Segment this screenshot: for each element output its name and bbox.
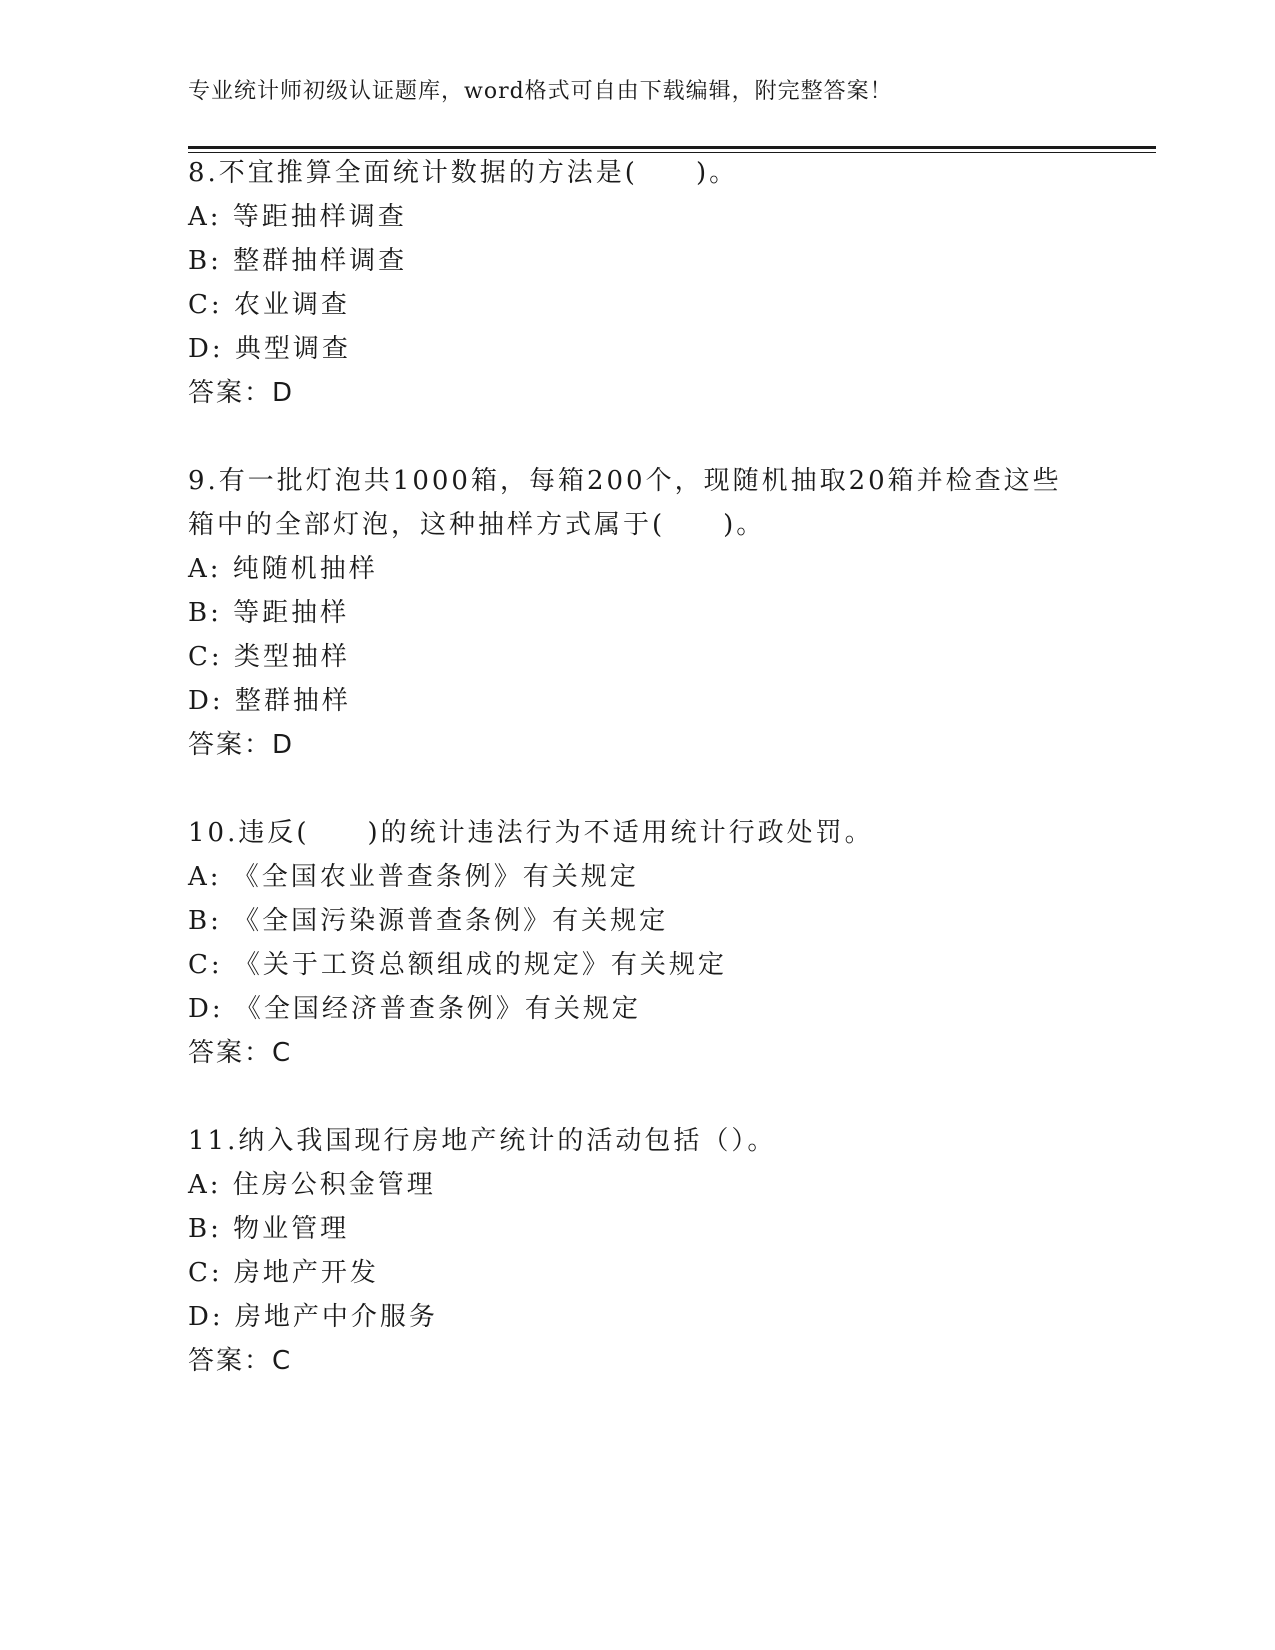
question-10-option-b: B: 《全国污染源普查条例》有关规定	[188, 906, 669, 936]
question-11-option-a: A: 住房公积金管理	[188, 1170, 436, 1200]
question-8-answer: 答案：D	[188, 378, 295, 408]
question-9-option-b: B: 等距抽样	[188, 598, 350, 628]
question-11-option-d: D: 房地产中介服务	[188, 1302, 438, 1332]
question-9-stem-line-1: 9.有一批灯泡共1000箱，每箱200个，现随机抽取20箱并检查这些	[188, 466, 1062, 496]
question-8-stem: 8.不宜推算全面统计数据的方法是( )。	[188, 158, 739, 188]
question-9-stem-line-2: 箱中的全部灯泡，这种抽样方式属于( )。	[188, 510, 766, 540]
question-8-option-a: A: 等距抽样调查	[188, 202, 407, 232]
question-10-option-d: D: 《全国经济普查条例》有关规定	[188, 994, 641, 1024]
question-8-option-b: B: 整群抽样调查	[188, 246, 408, 276]
question-10-option-c: C: 《关于工资总额组成的规定》有关规定	[188, 950, 727, 980]
page-header: 专业统计师初级认证题库，word格式可自由下载编辑，附完整答案！	[188, 79, 893, 104]
question-11-answer: 答案：C	[188, 1346, 293, 1376]
question-8-option-c: C: 农业调查	[188, 290, 350, 320]
question-9-option-a: A: 纯随机抽样	[188, 554, 378, 584]
header-rule-thick	[188, 146, 1156, 149]
question-11-option-b: B: 物业管理	[188, 1214, 350, 1244]
question-9-answer: 答案：D	[188, 730, 295, 760]
question-10-answer: 答案：C	[188, 1038, 293, 1068]
header-rule-thin	[188, 152, 1156, 153]
question-8-option-d: D: 典型调查	[188, 334, 351, 364]
question-9-option-c: C: 类型抽样	[188, 642, 350, 672]
question-9-option-d: D: 整群抽样	[188, 686, 351, 716]
question-11-stem: 11.纳入我国现行房地产统计的活动包括（）。	[188, 1126, 777, 1156]
question-10-stem: 10.违反( )的统计违法行为不适用统计行政处罚。	[188, 818, 874, 848]
question-10-option-a: A: 《全国农业普查条例》有关规定	[188, 862, 639, 892]
question-11-option-c: C: 房地产开发	[188, 1258, 379, 1288]
